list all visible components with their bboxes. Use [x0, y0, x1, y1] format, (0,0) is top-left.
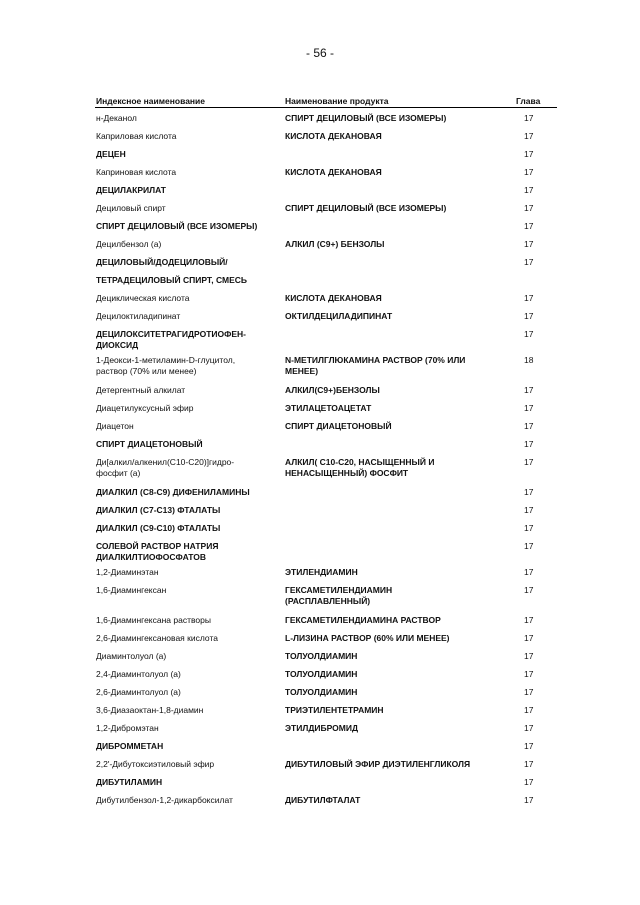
index-name-cell: 2,6-Диаминтолуол (а) [96, 687, 181, 697]
chapter-cell: 17 [524, 723, 534, 733]
chapter-cell: 17 [524, 293, 534, 303]
index-name-cell: 2,6-Диамингексановая кислота [96, 633, 218, 643]
table-row [96, 564, 558, 582]
table-row [96, 520, 558, 538]
index-name-cell: Дециловый спирт [96, 203, 166, 213]
header-index-name: Индексное наименование [96, 96, 206, 106]
index-name-cell: Детергентный алкилат [96, 385, 186, 395]
page-number: - 56 - [305, 46, 334, 60]
index-name-cell: Дециклическая кислота [96, 293, 190, 303]
table-row [96, 684, 558, 702]
index-name-cell: 3,6-Диазаоктан-1,8-диамин [96, 705, 204, 715]
table-row [96, 630, 558, 648]
chapter-cell: 17 [524, 403, 534, 413]
chapter-cell: 17 [524, 541, 534, 551]
index-name-cell: ДЕЦИЛАКРИЛАТ [96, 185, 166, 195]
product-name-cell: КИСЛОТА ДЕКАНОВАЯ [285, 167, 382, 177]
chapter-cell: 17 [524, 439, 534, 449]
index-name-cell: Ди[алкил/алкенил(С10-С20)]гидро- фосфит (а) [96, 457, 235, 478]
table-row [96, 146, 558, 164]
product-name-cell: ЭТИЛАЦЕТОАЦЕТАТ [285, 403, 372, 413]
table-row [96, 200, 558, 218]
table-row [96, 756, 558, 774]
table-row [96, 738, 558, 756]
chapter-cell: 17 [524, 329, 534, 339]
chapter-cell: 17 [524, 651, 534, 661]
table-row [96, 352, 558, 382]
index-name-cell: СОЛЕВОЙ РАСТВОР НАТРИЯ ДИАЛКИЛТИОФОСФАТОВ [96, 541, 219, 562]
product-name-cell: КИСЛОТА ДЕКАНОВАЯ [285, 293, 382, 303]
table-row [96, 502, 558, 520]
chapter-cell: 17 [524, 567, 534, 577]
index-name-cell: ДИАЛКИЛ (С9-С10) ФТАЛАТЫ [96, 523, 221, 533]
table-row [96, 254, 558, 272]
product-name-cell: ГЕКСАМЕТИЛЕНДИАМИН (РАСПЛАВЛЕННЫЙ) [285, 585, 393, 606]
header-rule [95, 107, 557, 108]
chapter-cell: 17 [524, 385, 534, 395]
product-name-cell: ТОЛУОЛДИАМИН [285, 651, 358, 661]
table-row [96, 702, 558, 720]
product-name-cell: ТОЛУОЛДИАМИН [285, 669, 358, 679]
index-name-cell: СПИРТ ДИАЦЕТОНОВЫЙ [96, 439, 203, 449]
chapter-cell: 17 [524, 131, 534, 141]
chapter-cell: 17 [524, 687, 534, 697]
table-row [96, 400, 558, 418]
index-name-cell: ДЕЦЕН [96, 149, 126, 159]
index-name-cell: ДИБРОММЕТАН [96, 741, 164, 751]
table-row [96, 110, 558, 128]
chapter-cell: 17 [524, 311, 534, 321]
product-name-cell: АЛКИЛ (С9+) БЕНЗОЛЫ [285, 239, 385, 249]
table-row [96, 236, 558, 254]
chapter-cell: 18 [524, 355, 534, 365]
index-name-cell: Децилоктиладипинат [96, 311, 181, 321]
product-name-cell: ЭТИЛЕНДИАМИН [285, 567, 358, 577]
table-row [96, 648, 558, 666]
table-row [96, 308, 558, 326]
index-name-cell: ДИАЛКИЛ (С7-С13) ФТАЛАТЫ [96, 505, 221, 515]
index-name-cell: Децилбензол (а) [96, 239, 162, 249]
chapter-cell: 17 [524, 795, 534, 805]
chapter-cell: 17 [524, 705, 534, 715]
table-row [96, 582, 558, 612]
product-name-cell: ГЕКСАМЕТИЛЕНДИАМИНА РАСТВОР [285, 615, 441, 625]
index-table [96, 110, 558, 810]
chapter-cell: 17 [524, 257, 534, 267]
table-row [96, 290, 558, 308]
index-name-cell: 1,6-Диамингексана растворы [96, 615, 211, 625]
index-name-cell: Диаминтолуол (а) [96, 651, 167, 661]
index-name-cell: 1,2-Диаминэтан [96, 567, 159, 577]
index-name-cell: ДЕЦИЛОВЫЙ/ДОДЕЦИЛОВЫЙ/ [96, 257, 228, 267]
chapter-cell: 17 [524, 203, 534, 213]
index-name-cell: Дибутилбензол-1,2-дикарбоксилат [96, 795, 233, 805]
table-row [96, 382, 558, 400]
table-row [96, 774, 558, 792]
header-product-name: Наименование продукта [285, 96, 389, 106]
index-name-cell: 2,4-Диаминтолуол (а) [96, 669, 181, 679]
table-row [96, 454, 558, 484]
table-row [96, 484, 558, 502]
product-name-cell: ДИБУТИЛОВЫЙ ЭФИР ДИЭТИЛЕНГЛИКОЛЯ [285, 759, 471, 769]
table-row [96, 436, 558, 454]
index-name-cell: ДИАЛКИЛ (С8-С9) ДИФЕНИЛАМИНЫ [96, 487, 250, 497]
index-name-cell: Каприновая кислота [96, 167, 177, 177]
product-name-cell: ЭТИЛДИБРОМИД [285, 723, 359, 733]
table-row [96, 164, 558, 182]
chapter-cell: 17 [524, 777, 534, 787]
index-name-cell: Диацетилуксусный эфир [96, 403, 194, 413]
chapter-cell: 17 [524, 239, 534, 249]
table-row [96, 666, 558, 684]
product-name-cell: СПИРТ ДИАЦЕТОНОВЫЙ [285, 421, 392, 431]
product-name-cell: ОКТИЛДЕЦИЛАДИПИНАТ [285, 311, 393, 321]
product-name-cell: ТРИЭТИЛЕНТЕТРАМИН [285, 705, 384, 715]
chapter-cell: 17 [524, 615, 534, 625]
chapter-cell: 17 [524, 759, 534, 769]
chapter-cell: 17 [524, 633, 534, 643]
table-row [96, 182, 558, 200]
chapter-cell: 17 [524, 221, 534, 231]
chapter-cell: 17 [524, 185, 534, 195]
product-name-cell: КИСЛОТА ДЕКАНОВАЯ [285, 131, 382, 141]
chapter-cell: 17 [524, 113, 534, 123]
index-name-cell: 1,6-Диамингексан [96, 585, 167, 595]
table-row [96, 612, 558, 630]
table-row [96, 218, 558, 236]
product-name-cell: L-ЛИЗИНА РАСТВОР (60% ИЛИ МЕНЕЕ) [285, 633, 450, 643]
product-name-cell: СПИРТ ДЕЦИЛОВЫЙ (ВСЕ ИЗОМЕРЫ) [285, 113, 447, 123]
table-row [96, 418, 558, 436]
table-row [96, 128, 558, 146]
product-name-cell: N-МЕТИЛГЛЮКАМИНА РАСТВОР (70% ИЛИ МЕНЕЕ) [285, 355, 466, 376]
table-row [96, 792, 558, 810]
index-name-cell: ДИБУТИЛАМИН [96, 777, 163, 787]
chapter-cell: 17 [524, 523, 534, 533]
product-name-cell: АЛКИЛ( С10-С20, НАСЫЩЕННЫЙ И НЕНАСЫЩЕННЫЙ) ФОСФИТ [285, 457, 435, 478]
index-name-cell: н-Деканол [96, 113, 137, 123]
product-name-cell: ТОЛУОЛДИАМИН [285, 687, 358, 697]
chapter-cell: 17 [524, 421, 534, 431]
index-name-cell: ТЕТРАДЕЦИЛОВЫЙ СПИРТ, СМЕСЬ [96, 275, 247, 285]
index-name-cell: СПИРТ ДЕЦИЛОВЫЙ (ВСЕ ИЗОМЕРЫ) [96, 221, 258, 231]
chapter-cell: 17 [524, 505, 534, 515]
index-name-cell: Каприловая кислота [96, 131, 177, 141]
chapter-cell: 17 [524, 585, 534, 595]
table-row [96, 326, 558, 352]
index-name-cell: 1,2-Дибромэтан [96, 723, 159, 733]
chapter-cell: 17 [524, 167, 534, 177]
table-row [96, 538, 558, 564]
header-chapter: Глава [516, 96, 541, 106]
chapter-cell: 17 [524, 149, 534, 159]
table-row [96, 720, 558, 738]
table-row [96, 272, 558, 290]
chapter-cell: 17 [524, 741, 534, 751]
product-name-cell: СПИРТ ДЕЦИЛОВЫЙ (ВСЕ ИЗОМЕРЫ) [285, 203, 447, 213]
chapter-cell: 17 [524, 669, 534, 679]
chapter-cell: 17 [524, 457, 534, 467]
index-name-cell: ДЕЦИЛОКСИТЕТРАГИДРОТИОФЕН- ДИОКСИД [96, 329, 247, 350]
index-name-cell: 2,2'-Дибутоксиэтиловый эфир [96, 759, 215, 769]
index-name-cell: Диацетон [96, 421, 134, 431]
product-name-cell: ДИБУТИЛФТАЛАТ [285, 795, 361, 805]
index-name-cell: 1-Деокси-1-метиламин-D-глуцитол, раствор (70% или менее) [96, 355, 236, 376]
product-name-cell: АЛКИЛ(С9+)БЕНЗОЛЫ [285, 385, 380, 395]
chapter-cell: 17 [524, 487, 534, 497]
